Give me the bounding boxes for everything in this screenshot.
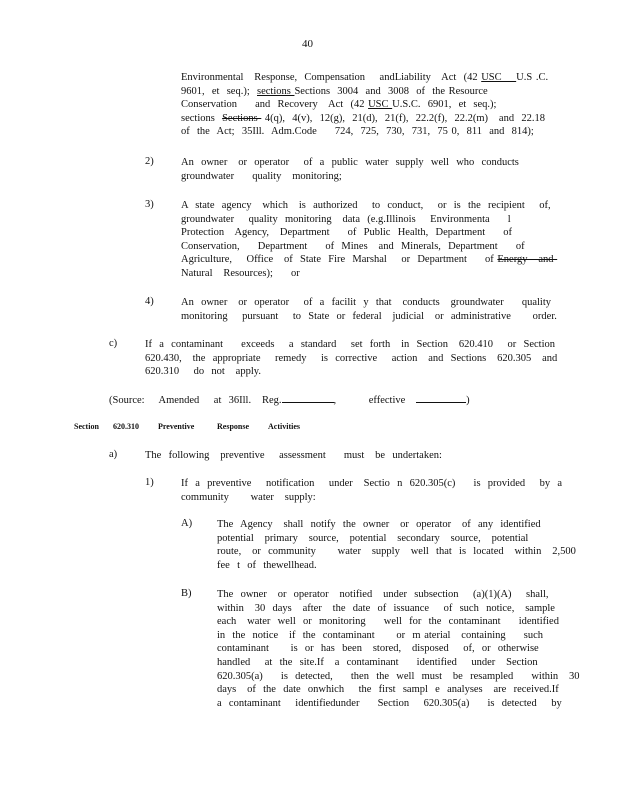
sub-B-line: The owner or operator notified under subsection (a)(1)(A) shall,: [217, 589, 549, 600]
sub-B-line: each water well or monitoring well for the contaminant identified: [217, 616, 559, 628]
sub-A-line: route, or community water supply well that is located within 2,500: [217, 546, 576, 558]
sub-A-line: The Agency shall notify the owner or operator of any identified: [217, 519, 541, 530]
item-3-label: 3): [145, 199, 154, 210]
sub-B-text: [217, 588, 580, 710]
effective-blank: [416, 393, 466, 403]
sub-a-line: The following preventive assessment must be undertaken:: [145, 450, 442, 461]
sub-1-label: 1): [145, 477, 154, 488]
intro-line: sections Sections 4(q), 4(v), 12(g), 21(d), 21(f), 22.2(f), 22.2(m) and 22.18: [181, 112, 545, 124]
sub-B-line: days of the date onwhich the first sampl e analyses are received.If: [217, 684, 559, 696]
section-title-word: Response: [217, 422, 250, 431]
sub-A-text: [217, 518, 576, 572]
section-number: 620.310: [113, 422, 139, 431]
sub-1-line: community water supply:: [181, 491, 316, 503]
item-3-line: groundwater quality monitoring data (e.g.Illinois Environmenta l: [181, 213, 511, 225]
item-2-label: 2): [145, 156, 154, 167]
page-number: 40: [302, 38, 313, 50]
sub-B-label: B): [181, 588, 192, 599]
sub-B-line: handled at the site.If a contaminant identified under Section: [217, 656, 538, 668]
intro-line: 9601, et seq.); sections Sections 3004 and 3008 of the Resource: [181, 85, 488, 97]
item-c-line: If a contaminant exceeds a standard set forth in Section 620.410 or Section: [145, 339, 555, 350]
intro-paragraph: [181, 71, 548, 139]
item-4-text: [181, 296, 557, 323]
item-4-line: An owner or operator of a facilit y that conducts groundwater quality: [181, 297, 551, 308]
sub-A-label: A): [181, 518, 193, 529]
item-3-line: Agriculture, Office of State Fire Marshal or Department of Energy and: [181, 254, 558, 266]
item-c-line: 620.310 do not apply.: [145, 366, 261, 378]
sub-B-line: contaminant is or has been stored, disposed of, or otherwise: [217, 643, 539, 655]
sub-B-line: in the notice if the contaminant or m aterial containing such: [217, 629, 544, 641]
item-c-line: 620.430, the appropriate remedy is corrective action and Sections 620.305 and: [145, 352, 558, 364]
item-3-line: Protection Agency, Department of Public Health, Department of: [181, 227, 512, 239]
sub-1-line: If a preventive notification under Sectio n 620.305(c) is provided by a: [181, 478, 563, 489]
item-2-text: [181, 156, 519, 183]
section-word: Section: [74, 422, 99, 431]
item-4-line: monitoring pursuant to State or federal judicial or administrative order.: [181, 310, 557, 322]
sub-A-line: potential primary source, potential secondary source, potential: [217, 532, 529, 544]
intro-line: Conservation and Recovery Act (42 USC U.S.C. 6901, et seq.);: [181, 99, 497, 111]
sub-a-label: a): [109, 449, 118, 460]
source-note-line: (Source: Amended at 36Ill. Reg. , effective ): [109, 395, 470, 406]
sub-B-line: 620.305(a) is detected, then the well must be resampled within 30: [217, 670, 580, 682]
item-c-label: c): [109, 338, 118, 349]
intro-line: Environmental Response, Compensation andLiability Act (42 USC U.S .C.: [181, 72, 549, 83]
item-2-line: An owner or operator of a public water supply well who conducts: [181, 157, 519, 168]
item-3-text: [181, 199, 557, 281]
item-4-label: 4): [145, 296, 154, 307]
section-title-word: Preventive: [158, 422, 195, 431]
sub-1-text: [181, 477, 562, 504]
sub-B-line: a contaminant identifiedunder Section 620.305(a) is detected by: [217, 697, 562, 709]
section-title-word: Activities: [268, 422, 300, 431]
reg-blank: [282, 393, 334, 403]
sub-B-line: within 30 days after the date of issuance of such notice, sample: [217, 602, 555, 614]
item-c-text: [145, 338, 557, 379]
source-note: [109, 393, 470, 408]
item-2-line: groundwater quality monitoring;: [181, 170, 342, 182]
item-3-line: Natural Resources); or: [181, 267, 300, 279]
item-3-line: Conservation, Department of Mines and Minerals, Department of: [181, 240, 525, 252]
intro-line: of the Act; 35Ill. Adm.Code 724, 725, 730, 731, 75 0, 811 and 814);: [181, 126, 534, 138]
sub-A-line: fee t of thewellhead.: [217, 559, 317, 571]
item-3-line: A state agency which is authorized to conduct, or is the recipient of,: [181, 200, 551, 211]
sub-a-text: [145, 449, 442, 463]
